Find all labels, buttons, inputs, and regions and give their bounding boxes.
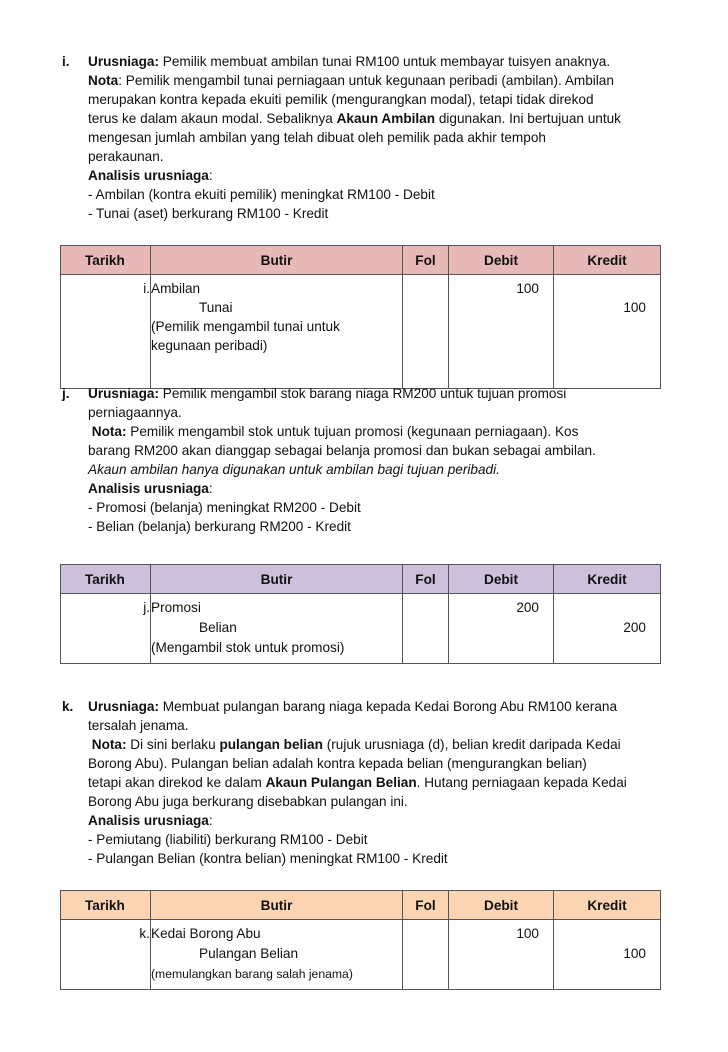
- text-segment: barang RM200 akan dianggap sebagai belanja promosi dan bukan sebagai ambilan.: [88, 443, 596, 458]
- text-segment: Borong Abu). Pulangan belian adalah kontra kepada belian (mengurangkan belian): [88, 756, 587, 771]
- paragraph-line: [88, 166, 213, 185]
- paragraph-line: [88, 441, 596, 460]
- paragraph-line: [88, 52, 610, 71]
- debit-account: Kedai Borong Abu: [151, 926, 261, 941]
- entry-date: [61, 920, 151, 990]
- debit-amount: 200: [516, 600, 539, 615]
- bold-text: Urusniaga:: [88, 54, 160, 69]
- paragraph-line: [88, 90, 594, 109]
- date-text: i.: [143, 281, 150, 296]
- entry-date: [61, 275, 151, 389]
- header-kredit: Kredit: [554, 891, 661, 920]
- paragraph-line: [88, 716, 189, 735]
- paragraph-line: [88, 849, 448, 868]
- text-segment: Pemilik membuat ambilan tunai RM100 untuk membayar tuisyen anaknya.: [159, 54, 611, 69]
- text-segment: - Promosi (belanja) meningkat RM200 - Debit: [88, 500, 361, 515]
- paragraph-line: [88, 460, 500, 479]
- credit-account: Belian: [199, 620, 237, 635]
- narration: (Mengambil stok untuk promosi): [151, 640, 345, 655]
- header-debit: Debit: [449, 891, 554, 920]
- item-marker: j.: [62, 386, 70, 401]
- table-row: [61, 920, 661, 990]
- paragraph-line: [88, 773, 627, 792]
- entry-butir: [151, 920, 403, 990]
- debit-amount: 100: [516, 281, 539, 296]
- debit-amount: 100: [516, 926, 539, 941]
- paragraph-line: [88, 403, 182, 422]
- text-segment: Membuat pulangan barang niaga kepada Kedai Borong Abu RM100 kerana: [159, 699, 618, 714]
- paragraph-line: [88, 71, 614, 90]
- text-segment: Di sini berlaku: [126, 737, 220, 752]
- entry-debit: [449, 275, 554, 389]
- paragraph-line: [88, 830, 368, 849]
- text-segment: . Hutang perniagaan kepada Kedai: [416, 775, 627, 790]
- bold-text: Nota: [88, 73, 119, 88]
- credit-account: Tunai: [199, 300, 233, 315]
- entry-debit: [449, 594, 554, 664]
- paragraph-line: [88, 754, 587, 773]
- text-segment: :: [208, 813, 213, 828]
- text-segment: tersalah jenama.: [88, 718, 189, 733]
- paragraph-line: [88, 479, 213, 498]
- narration: (Pemilik mengambil tunai untuk: [151, 319, 340, 334]
- header-kredit: Kredit: [554, 565, 661, 594]
- text-segment: merupakan kontra kepada ekuiti pemilik (mengurangkan modal), tetapi tidak direkod: [88, 92, 594, 107]
- text-segment: Akaun ambilan hanya digunakan untuk ambilan bagi tujuan peribadi.: [88, 462, 500, 477]
- paragraph-line: [88, 735, 621, 754]
- entry-butir: [151, 275, 403, 389]
- header-debit: Debit: [449, 565, 554, 594]
- bold-text: Nota:: [88, 737, 127, 752]
- entry-fol: [403, 594, 449, 664]
- header-butir: Butir: [151, 565, 403, 594]
- text-segment: :: [208, 481, 213, 496]
- paragraph-line: [88, 517, 351, 536]
- text-segment: - Pulangan Belian (kontra belian) meningkat RM100 - Kredit: [88, 851, 448, 866]
- table-row: [61, 275, 661, 389]
- paragraph-line: [88, 384, 566, 403]
- entry-fol: [403, 920, 449, 990]
- entry-kredit: [554, 920, 661, 990]
- text-segment: tetapi akan direkod ke dalam: [88, 775, 266, 790]
- bold-text: pulangan belian: [219, 737, 323, 752]
- header-debit: Debit: [449, 246, 554, 275]
- entry-butir: [151, 594, 403, 664]
- journal-table: [60, 245, 661, 389]
- bold-text: Urusniaga:: [88, 699, 160, 714]
- paragraph-line: [88, 697, 617, 716]
- paragraph-line: [88, 792, 408, 811]
- entry-kredit: [554, 594, 661, 664]
- text-segment: perniagaannya.: [88, 405, 182, 420]
- paragraph-line: [88, 109, 621, 128]
- header-fol: Fol: [403, 246, 449, 275]
- paragraph-line: [88, 422, 578, 441]
- text-segment: :: [208, 168, 213, 183]
- text-segment: terus ke dalam akaun modal. Sebaliknya: [88, 111, 337, 126]
- text-segment: - Tunai (aset) berkurang RM100 - Kredit: [88, 206, 329, 221]
- header-tarikh: Tarikh: [61, 246, 151, 275]
- kredit-amount: 100: [623, 946, 646, 961]
- narration: kegunaan peribadi): [151, 338, 268, 353]
- table-row: [61, 594, 661, 664]
- header-kredit: Kredit: [554, 246, 661, 275]
- text-segment: Borong Abu juga berkurang disebabkan pulangan ini.: [88, 794, 408, 809]
- bold-text: Analisis urusniaga: [88, 813, 209, 828]
- credit-account: Pulangan Belian: [199, 946, 299, 961]
- debit-account: Ambilan: [151, 281, 201, 296]
- bold-text: Akaun Pulangan Belian: [265, 775, 417, 790]
- header-fol: Fol: [403, 565, 449, 594]
- bold-text: Akaun Ambilan: [336, 111, 436, 126]
- text-segment: Pemilik mengambil stok barang niaga RM200 untuk tujuan promosi: [159, 386, 567, 401]
- item-marker: k.: [62, 699, 74, 714]
- text-segment: - Belian (belanja) berkurang RM200 - Kredit: [88, 519, 351, 534]
- journal-table: [60, 564, 661, 664]
- journal-table: [60, 890, 661, 990]
- bold-text: Analisis urusniaga: [88, 168, 209, 183]
- text-segment: : Pemilik mengambil tunai perniagaan untuk kegunaan peribadi (ambilan). Ambilan: [118, 73, 614, 88]
- text-segment: - Ambilan (kontra ekuiti pemilik) meningkat RM100 - Debit: [88, 187, 435, 202]
- text-segment: (rujuk urusniaga (d), belian kredit daripada Kedai: [322, 737, 621, 752]
- paragraph-line: [88, 811, 213, 830]
- text-segment: - Pemiutang (liabiliti) berkurang RM100 - Debit: [88, 832, 368, 847]
- date-text: k.: [139, 926, 150, 941]
- entry-fol: [403, 275, 449, 389]
- entry-date: [61, 594, 151, 664]
- paragraph-line: [88, 147, 164, 166]
- bold-text: Urusniaga:: [88, 386, 160, 401]
- header-tarikh: Tarikh: [61, 891, 151, 920]
- text-segment: Pemilik mengambil stok untuk tujuan promosi (kegunaan perniagaan). Kos: [126, 424, 579, 439]
- bold-text: Nota:: [88, 424, 127, 439]
- header-tarikh: Tarikh: [61, 565, 151, 594]
- text-segment: digunakan. Ini bertujuan untuk: [435, 111, 621, 126]
- item-marker: i.: [62, 54, 70, 69]
- header-butir: Butir: [151, 891, 403, 920]
- kredit-amount: 200: [623, 620, 646, 635]
- text-segment: mengesan jumlah ambilan yang telah dibuat oleh pemilik pada akhir tempoh: [88, 130, 546, 145]
- kredit-amount: 100: [623, 300, 646, 315]
- date-text: j.: [143, 600, 150, 615]
- text-segment: perakaunan.: [88, 149, 164, 164]
- paragraph-line: [88, 204, 328, 223]
- paragraph-line: [88, 185, 435, 204]
- bold-text: Analisis urusniaga: [88, 481, 209, 496]
- narration: (memulangkan barang salah jenama): [151, 967, 353, 981]
- paragraph-line: [88, 498, 361, 517]
- header-butir: Butir: [151, 246, 403, 275]
- debit-account: Promosi: [151, 600, 201, 615]
- header-fol: Fol: [403, 891, 449, 920]
- entry-debit: [449, 920, 554, 990]
- entry-kredit: [554, 275, 661, 389]
- paragraph-line: [88, 128, 546, 147]
